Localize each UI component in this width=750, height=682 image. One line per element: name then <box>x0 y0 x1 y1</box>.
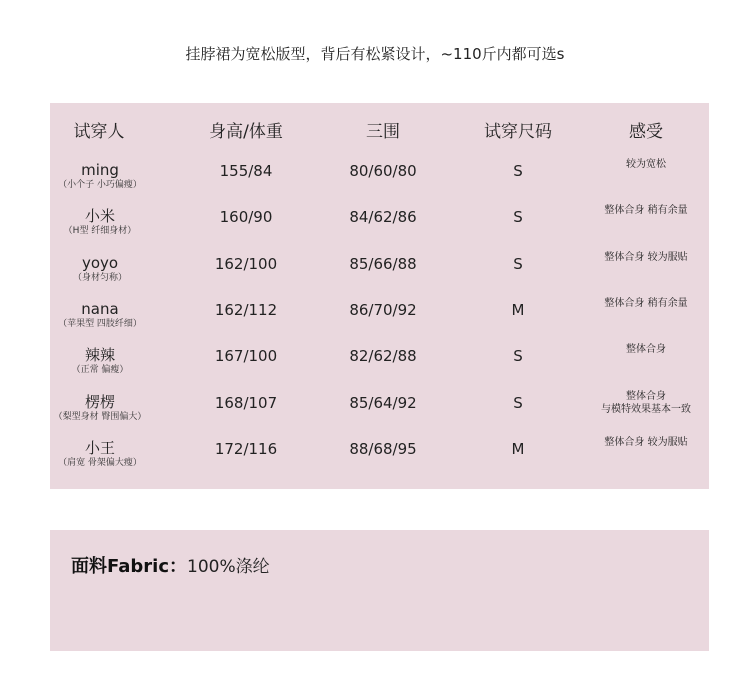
feeling-cell: 整体合身 较为服贴 <box>604 436 688 448</box>
feeling-cell: 较为宽松 <box>626 159 666 170</box>
tester-name: 楞楞 <box>84 392 115 411</box>
tester-name: ming <box>81 161 119 179</box>
height-weight-cell: 167/100 <box>214 347 278 366</box>
tester-name: yoyo <box>81 253 119 272</box>
measurements-cell: 85/64/92 <box>349 393 417 412</box>
fabric-line <box>71 552 270 578</box>
header-size: 试穿尺码 <box>484 122 552 142</box>
table-row <box>50 207 709 253</box>
table-row <box>50 346 709 392</box>
feeling-cell: 整体合身 稍有余量 <box>604 297 688 309</box>
height-weight-cell: 162/112 <box>214 300 278 319</box>
tester-note: （正常 偏瘦） <box>71 365 129 376</box>
size-cell: M <box>511 300 525 319</box>
size-table <box>50 103 709 489</box>
size-cell: S <box>513 162 523 180</box>
tester-name: 小王 <box>84 438 115 457</box>
measurements-cell: 82/62/88 <box>349 347 417 366</box>
size-cell: S <box>513 208 523 227</box>
feeling-cell: 整体合身 较为服贴 <box>604 251 688 263</box>
height-weight-cell: 162/100 <box>214 254 278 273</box>
header-feeling: 感受 <box>629 122 663 142</box>
measurements-cell: 80/60/80 <box>349 162 417 180</box>
tester-name: 小米 <box>84 207 115 226</box>
headline-text: 挂脖裙为宽松版型，背后有松紧设计，~110斤内都可选s <box>185 45 565 63</box>
size-cell: S <box>513 393 523 412</box>
table-row <box>50 251 709 300</box>
tester-note: （小个子 小巧偏瘦） <box>58 180 142 190</box>
table-row <box>50 436 709 485</box>
header-tester: 试穿人 <box>73 122 125 142</box>
feeling-cell: 整体合身 <box>626 344 666 356</box>
header-measurements: 三围 <box>366 122 400 142</box>
tester-name: nana <box>81 299 119 318</box>
fabric-label: 面料Fabric： <box>71 556 187 577</box>
measurements-cell: 84/62/86 <box>349 208 417 227</box>
fabric-panel <box>50 530 709 651</box>
size-cell: M <box>511 439 525 458</box>
height-weight-cell: 155/84 <box>219 162 273 180</box>
table-row <box>50 390 709 439</box>
measurements-cell: 85/66/88 <box>349 254 417 273</box>
feeling-cell: 整体合身 与模特效果基本一致 <box>601 390 691 415</box>
size-cell: S <box>513 254 523 273</box>
size-cell: S <box>513 347 523 366</box>
table-header <box>50 117 709 141</box>
table-row <box>50 297 709 346</box>
tester-note: （身材匀称） <box>72 272 127 283</box>
height-weight-cell: 168/107 <box>214 393 278 412</box>
measurements-cell: 88/68/95 <box>349 439 417 458</box>
tester-name: 辣辣 <box>84 346 115 365</box>
tester-note: （苹果型 四肢纤细） <box>58 318 142 329</box>
header-height-weight: 身高/体重 <box>209 122 283 142</box>
fabric-value: 100%涤纶 <box>187 557 270 577</box>
table-row <box>50 161 709 207</box>
tester-note: （肩宽 骨架偏大瘦） <box>58 457 142 468</box>
tester-note: （梨型身材 臀围偏大） <box>53 411 147 422</box>
height-weight-cell: 160/90 <box>219 208 273 227</box>
measurements-cell: 86/70/92 <box>349 300 417 319</box>
feeling-cell: 整体合身 稍有余量 <box>604 205 688 217</box>
height-weight-cell: 172/116 <box>214 439 278 458</box>
tester-note: （H型 纤细身材） <box>63 226 137 237</box>
